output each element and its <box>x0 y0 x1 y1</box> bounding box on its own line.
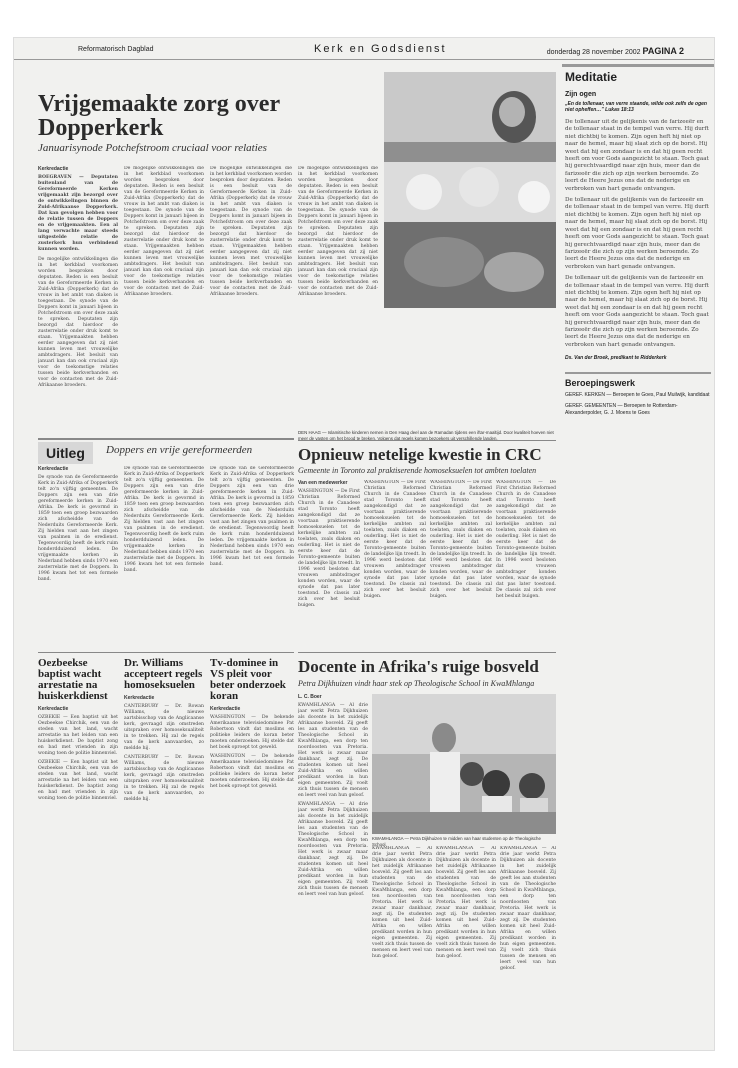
sidebar-signature: Ds. Van der Broek, predikant te Ridderkerk <box>565 355 667 362</box>
masthead-section: Kerk en Godsdienst <box>314 43 447 55</box>
article5-byline: Kerkredactie <box>210 706 241 712</box>
uitleg-body-1: De synode van de Gereformeerde Kerk in Zuid-Afrika of Dopperkerk telt zo'n vijftig gemeenten. De Doppers zijn een van drie gereformeerde kerken in Zuid-Afrika. De kerk is gevormd in 1859 toen een groep bezwaarden zich afscheidde van de Nederduits Gereformeerde Kerk. Zij hielden vast aan het zingen van psalmen in de eredienst. Tegenwoordig heeft de kerk ruim honderdduizend leden. De vrijgemaakte kerken in Nederland hebben sinds 1970 een zusterrelatie met de Doppers. In 1996 kwam het tot een formele band. <box>38 475 118 582</box>
article2-body-4: WASHINGTON — De First Christian Reformed Church in de Canadese stad Toronto heeft aangekondigd dat ze voortaan praktiserende homoseksuelen tot de kerkelijke ambten zal toelaten, zoals diaken en ouderling. Het is niet de eerste keer dat de Toronto-gemeente buiten de landelijke lijn treedt. In 1996 werd besloten dat vrouwen ambtsdrager konden worden, waar de synode dat pas later toestond. De classis zal zich over het besluit buigen. <box>496 480 556 599</box>
uitleg-byline: Kerkredactie <box>38 466 69 472</box>
sidebar-body: De tollenaar uit de gelijkenis van de farizeeër en de tollenaar staat in de tempel van verre. Hij durft niet dichtbij te komen. Zijn ogen heft hij niet op naar de hemel, maar hij slaat zich op de borst. Hij weet dat hij een zondaar is en dat hij geen recht heeft om voor Gods aangezicht te staan. Toch gaat hij gerechtvaardigd naar zijn huis, meer dan de farizeeër die zich op zijn werken beroemde. Zo leert de Heere Jezus ons dat de nederige en verbroken van hart genade ontvangen. <box>565 119 709 192</box>
article4-body: OZBEKIE — Een baptist uit het Oezbeekse Chirchik, een van de steden van het land, wacht arrestatie na het leiden van een huiskerkdienst. De baptist zong en bad met vrienden in zijn woning toen de politie binnenviel. <box>38 715 118 756</box>
article2-body-2: WASHINGTON — De First Christian Reformed Church in de Canadese stad Toronto heeft aangekondigd dat ze voortaan praktiserende homoseksuelen tot de kerkelijke ambten zal toelaten, zoals diaken en ouderling. Het is niet de eerste keer dat de Toronto-gemeente buiten de landelijke lijn treedt. In 1996 werd besloten dat vrouwen ambtsdrager konden worden, waar de synode dat pas later toestond. De classis zal zich over het besluit buigen. <box>364 480 426 599</box>
article6-body-4: KWAMHLANGA — Al drie jaar werkt Petra Dijkhuizen als docente in het zuidelijk Afrikaanse bosveld. Zij geeft les aan studenten van de Theologische School in KwaMhlanga, een dorp ten noordoosten van Pretoria. Het werk is zwaar maar dankbaar, zegt zij. De studenten komen uit heel Zuid-Afrika en willen predikant worden in hun eigen gemeenten. Zij voelt zich thuis tussen de mensen en leert veel van hun geloof. <box>500 846 556 971</box>
article3-byline: Kerkredactie <box>124 695 155 701</box>
sidebar-subtitle: Zijn ogen <box>565 91 597 98</box>
article5-body-cont: WASHINGTON — De bekende Amerikaanse televisiedominee Pat Robertson vindt dat moslims en politieke leiders de koran beter moeten onderzoeken. Hij stelde dat het boek oproept tot geweld. <box>210 754 294 789</box>
article4-body-cont: OZBEKIE — Een baptist uit het Oezbeekse Chirchik, een van de steden van het land, wacht arrestatie na het leiden van een huiskerkdienst. De baptist zong en bad met vrienden in zijn woning toen de politie binnenviel. <box>38 760 118 801</box>
photo-classroom-image <box>372 694 556 834</box>
article2-body-1: WASHINGTON — De First Christian Reformed Church in de Canadese stad Toronto heeft aangekondigd dat ze voortaan praktiserende homoseksuelen tot de kerkelijke ambten zal toelaten, zoals diaken en ouderling. Het is niet de eerste keer dat de Toronto-gemeente buiten de landelijke lijn treedt. In 1996 werd besloten dat vrouwen ambtsdrager konden worden, waar de synode dat pas later toestond. De classis zal zich over het besluit buigen. <box>298 489 360 608</box>
article6-body-2: KWAMHLANGA — Al drie jaar werkt Petra Dijkhuizen als docente in het zuidelijk Afrikaanse bosveld. Zij geeft les aan studenten van de Theologische School in KwaMhlanga, een dorp ten noordoosten van Pretoria. Het werk is zwaar maar dankbaar, zegt zij. De studenten komen uit heel Zuid-Afrika en willen predikant worden in hun eigen gemeenten. Zij voelt zich thuis tussen de mensen en leert veel van hun geloof. <box>372 846 432 959</box>
article2-col2 <box>364 480 426 646</box>
sidebar-body-cont2: De tollenaar uit de gelijkenis van de farizeeër en de tollenaar staat in de tempel van verre. Hij durft niet dichtbij te komen. Zijn ogen heft hij niet op naar de hemel, maar hij slaat zich op de borst. Hij weet dat hij een zondaar is en dat hij geen recht heeft om voor Gods aangezicht te staan. Toch gaat hij gerechtvaardigd naar zijn huis, meer dan de farizeeër die zich op zijn werken beroemde. Zo leert de Heere Jezus ons dat de nederige en verbroken van hart genade ontvangen. <box>565 275 709 348</box>
uitleg-title: Doppers en vrije gereformeerden <box>106 444 253 456</box>
uitleg-col1 <box>38 466 118 646</box>
article3-body-cont: CANTERBURY — Dr. Rowan Williams, de nieuwe aartsbisschop van de Anglicaanse kerk, gevraagd zijn omstreden uitspraken over homoseksualiteit in te trekken. Hij zal de regels van de kerk aanvaarden, zo meldde hij. <box>124 755 204 802</box>
article1-col4 <box>298 166 378 426</box>
uitleg-col3 <box>210 466 294 646</box>
uitleg-top-rule <box>38 438 294 440</box>
article6-byline: L. C. Boer <box>298 694 322 700</box>
article1-body-2: De mogelijke ontwikkelingen die in het kerkblad voorkomen worden besproken door deputaten. Reden is een besluit van de Gereformeerde Kerken in Zuid-Afrika (Dopperkerk) dat de vrouw in het ambt van diaken is toegestaan. De synode van de Doppers komt in januari bijeen in Potchefstroom om over deze zaak te spreken. Deputaten zijn bezorgd dat hierdoor de zusterrelatie onder druk komt te staan. Vrijgemaakten hebben eerder aangegeven dat zij niet kunnen leven met vrouwelijke ambtsdragers. Het besluit van januari kan dan ook cruciaal zijn voor de toekomstige relaties tussen beide kerkverbanden en voor de contacten met de Zuid-Afrikaanse broeders. <box>124 166 204 297</box>
article5-column <box>210 658 294 1046</box>
article3-title: Dr. Williams accepteert regels homoseksuelen <box>124 658 203 691</box>
article6-col3 <box>436 846 496 1046</box>
uitleg-tag: Uitleg <box>38 442 93 464</box>
article1-lead: BOEGRAVEN — Deputaten buitenland van de Gereformeerde Kerken vrijgemaakt zijn bezorgd over de ontwikkelingen binnen de Zuid-Afrikaanse Dopperkerk. Dat kan gevolgen hebben voor de relatie tussen de Doppers en de vrijgemaakten. Een al lang verwachte maar steeds uitgestelde relatie de zusterkerk hun verbindend kunnen worden. <box>38 175 118 252</box>
article1-body-1: De mogelijke ontwikkelingen die in het kerkblad voorkomen worden besproken door deputaten. Reden is een besluit van de Gereformeerde Kerken in Zuid-Afrika (Dopperkerk) dat de vrouw in het ambt van diaken is toegestaan. De synode van de Doppers komt in januari bijeen in Potchefstroom om over deze zaak te spreken. Deputaten zijn bezorgd dat hierdoor de zusterrelatie onder druk komt te staan. Vrijgemaakten hebben eerder aangegeven dat zij niet kunnen leven met vrouwelijke ambtsdragers. Het besluit van januari kan dan ook cruciaal zijn voor de toekomstige relaties tussen beide kerkverbanden en voor de contacten met de Zuid-Afrikaanse broeders. <box>38 257 118 388</box>
meditation-sidebar <box>562 64 714 1050</box>
article4-byline: Kerkredactie <box>38 706 69 712</box>
masthead-date <box>547 46 684 56</box>
small-articles-rule <box>38 652 294 653</box>
article2-subtitle: Gemeente in Toronto zal praktiserende homoseksuelen tot ambten toelaten <box>298 466 537 475</box>
masthead-publication: Reformatorisch Dagblad <box>78 46 154 53</box>
photo-ramadan-caption: DEN HAAG — Islamitische kinderen nemen in Den Haag deel aan de Ramadan tijdens een iftar-maaltijd. Door kwaliteit hoeven niet meer de vasten om het brood te breken. Volgens dat regels komen bezoekers uit verschillende landen. <box>298 430 554 441</box>
article3-body: CANTERBURY — Dr. Rowan Williams, de nieuwe aartsbisschop van de Anglicaanse kerk, gevraagd zijn omstreden uitspraken over homoseksualiteit in te trekken. Hij zal de regels van de kerk aanvaarden, zo meldde hij. <box>124 704 204 751</box>
newspaper-page <box>14 38 714 1050</box>
photo-classroom <box>372 694 556 834</box>
masthead <box>14 38 714 60</box>
article2-title: Opnieuw netelige kwestie in CRC <box>298 445 542 464</box>
uitleg-body-3: De synode van de Gereformeerde Kerk in Zuid-Afrika of Dopperkerk telt zo'n vijftig gemeenten. De Doppers zijn een van drie gereformeerde kerken in Zuid-Afrika. De kerk is gevormd in 1859 toen een groep bezwaarden zich afscheidde van de Nederduits Gereformeerde Kerk. Zij hielden vast aan het zingen van psalmen in de eredienst. Tegenwoordig heeft de kerk ruim honderdduizend leden. De vrijgemaakte kerken in Nederland hebben sinds 1970 een zusterrelatie met de Doppers. In 1996 kwam het tot een formele band. <box>210 466 294 567</box>
article2-col1 <box>298 480 360 646</box>
article6-top-rule <box>298 652 556 653</box>
article2-col3 <box>430 480 492 646</box>
article6-body-1: KWAMHLANGA — Al drie jaar werkt Petra Dijkhuizen als docente in het zuidelijk Afrikaanse bosveld. Zij geeft les aan studenten van de Theologische School in KwaMhlanga, een dorp ten noordoosten van Pretoria. Het werk is zwaar maar dankbaar, zegt zij. De studenten komen uit heel Zuid-Afrika en willen predikant worden in hun eigen gemeenten. Zij voelt zich thuis tussen de mensen en leert veel van hun geloof. <box>298 703 368 798</box>
article4-column <box>38 658 118 1046</box>
article6-subtitle: Petra Dijkhuizen vindt haar stek op Theologische School in KwaMhlanga <box>298 679 535 688</box>
article5-title: Tv-dominee in VS pleit voor beter onderzoek koran <box>210 658 286 702</box>
sidebar-body-cont: De tollenaar uit de gelijkenis van de farizeeër en de tollenaar staat in de tempel van verre. Hij durft niet dichtbij te komen. Zijn ogen heft hij niet op naar de hemel, maar hij slaat zich op de borst. Hij weet dat hij een zondaar is en dat hij geen recht heeft om voor Gods aangezicht te staan. Toch gaat hij gerechtvaardigd naar zijn huis, meer dan de farizeeër die zich op zijn werken beroemde. Zo leert de Heere Jezus ons dat de nederige en verbroken van hart genade ontvangen. <box>565 197 709 270</box>
article6-col4 <box>500 846 556 1046</box>
article1-byline: Kerkredactie <box>38 166 69 172</box>
beroepingswerk-item-1: GEREF. KERKEN — Beroepen te Goes, Paul Muilwijk, kandidaat <box>565 391 710 398</box>
masthead-page-label: PAGINA 2 <box>642 46 684 56</box>
article1-col1 <box>38 166 118 426</box>
article2-body-3: WASHINGTON — De First Christian Reformed Church in de Canadese stad Toronto heeft aangekondigd dat ze voortaan praktiserende homoseksuelen tot de kerkelijke ambten zal toelaten, zoals diaken en ouderling. Het is niet de eerste keer dat de Toronto-gemeente buiten de landelijke lijn treedt. In 1996 werd besloten dat vrouwen ambtsdrager konden worden, waar de synode dat pas later toestond. De classis zal zich over het besluit buigen. <box>430 480 492 599</box>
article4-title: Oezbeekse baptist wacht arrestatie na huiskerkdienst <box>38 658 108 702</box>
article1-title: Vrijgemaakte zorg over Dopperkerk <box>38 91 280 141</box>
article2-byline: Van een medewerker <box>298 480 348 486</box>
article6-title: Docente in Afrika's ruige bosveld <box>298 657 539 676</box>
article3-column <box>124 658 204 1046</box>
uitleg-body-2: De synode van de Gereformeerde Kerk in Zuid-Afrika of Dopperkerk telt zo'n vijftig gemeenten. De Doppers zijn een van drie gereformeerde kerken in Zuid-Afrika. De kerk is gevormd in 1859 toen een groep bezwaarden zich afscheidde van de Nederduits Gereformeerde Kerk. Zij hielden vast aan het zingen van psalmen in de eredienst. Tegenwoordig heeft de kerk ruim honderdduizend leden. De vrijgemaakte kerken in Nederland hebben sinds 1970 een zusterrelatie met de Doppers. In 1996 kwam het tot een formele band. <box>124 466 204 573</box>
article6-body-3: KWAMHLANGA — Al drie jaar werkt Petra Dijkhuizen als docente in het zuidelijk Afrikaanse bosveld. Zij geeft les aan studenten van de Theologische School in KwaMhlanga, een dorp ten noordoosten van Pretoria. Het werk is zwaar maar dankbaar, zegt zij. De studenten komen uit heel Zuid-Afrika en willen predikant worden in hun eigen gemeenten. Zij voelt zich thuis tussen de mensen en leert veel van hun geloof. <box>436 846 496 959</box>
article1-col2 <box>124 166 204 426</box>
sidebar-title: Meditatie <box>562 64 714 86</box>
article1-body-4: De mogelijke ontwikkelingen die in het kerkblad voorkomen worden besproken door deputaten. Reden is een besluit van de Gereformeerde Kerken in Zuid-Afrika (Dopperkerk) dat de vrouw in het ambt van diaken is toegestaan. De synode van de Doppers komt in januari bijeen in Potchefstroom om over deze zaak te spreken. Deputaten zijn bezorgd dat hierdoor de zusterrelatie onder druk komt te staan. Vrijgemaakten hebben eerder aangegeven dat zij niet kunnen leven met vrouwelijke ambtsdragers. Het besluit van januari kan dan ook cruciaal zijn voor de toekomstige relaties tussen beide kerkverbanden en voor de contacten met de Zuid-Afrikaanse broeders. <box>298 166 378 297</box>
article2-top-rule <box>298 440 556 441</box>
masthead-date-text: donderdag 28 november 2002 <box>546 49 641 56</box>
photo-classroom-caption: KWAMHLANGA — Petra Dijkhuizen te midden van haar studenten op de Theologische School. <box>372 836 541 847</box>
article1-subtitle: Januarisynode Potchefstroom cruciaal voor relaties <box>38 142 267 154</box>
article6-col2 <box>372 846 432 1046</box>
beroepingswerk-title: Beroepingswerk <box>565 372 711 388</box>
uitleg-col2 <box>124 466 204 646</box>
article5-body: WASHINGTON — De bekende Amerikaanse televisiedominee Pat Robertson vindt dat moslims en politieke leiders de koran beter moeten onderzoeken. Hij stelde dat het boek oproept tot geweld. <box>210 715 294 750</box>
article1-col3 <box>210 166 292 426</box>
photo-ramadan <box>384 72 556 308</box>
article1-body-3: De mogelijke ontwikkelingen die in het kerkblad voorkomen worden besproken door deputaten. Reden is een besluit van de Gereformeerde Kerken in Zuid-Afrika (Dopperkerk) dat de vrouw in het ambt van diaken is toegestaan. De synode van de Doppers komt in januari bijeen in Potchefstroom om over deze zaak te spreken. Deputaten zijn bezorgd dat hierdoor de zusterrelatie onder druk komt te staan. Vrijgemaakten hebben eerder aangegeven dat zij niet kunnen leven met vrouwelijke ambtsdragers. Het besluit van januari kan dan ook cruciaal zijn voor de toekomstige relaties tussen beide kerkverbanden en voor de contacten met de Zuid-Afrikaanse broeders. <box>210 166 292 297</box>
article6-col1 <box>298 694 368 1046</box>
article6-body-1b: KWAMHLANGA — Al drie jaar werkt Petra Dijkhuizen als docente in het zuidelijk Afrikaanse bosveld. Zij geeft les aan studenten van de Theologische School in KwaMhlanga, een dorp ten noordoosten van Pretoria. Het werk is zwaar maar dankbaar, zegt zij. De studenten komen uit heel Zuid-Afrika en willen predikant worden in hun eigen gemeenten. Zij voelt zich thuis tussen de mensen en leert veel van hun geloof. <box>298 802 368 897</box>
photo-ramadan-image <box>384 72 556 308</box>
sidebar-quote: „En de tollenaar, van verre staande, wilde ook zelfs de ogen niet opheffen…” Lukas 18:13 <box>565 101 707 113</box>
article2-col4 <box>496 480 556 646</box>
beroepingswerk-item-2: GEREF. GEMEENTEN — Beroepen te Rotterdam-Alexanderpolder, G. J. Moens te Goes <box>565 403 678 416</box>
